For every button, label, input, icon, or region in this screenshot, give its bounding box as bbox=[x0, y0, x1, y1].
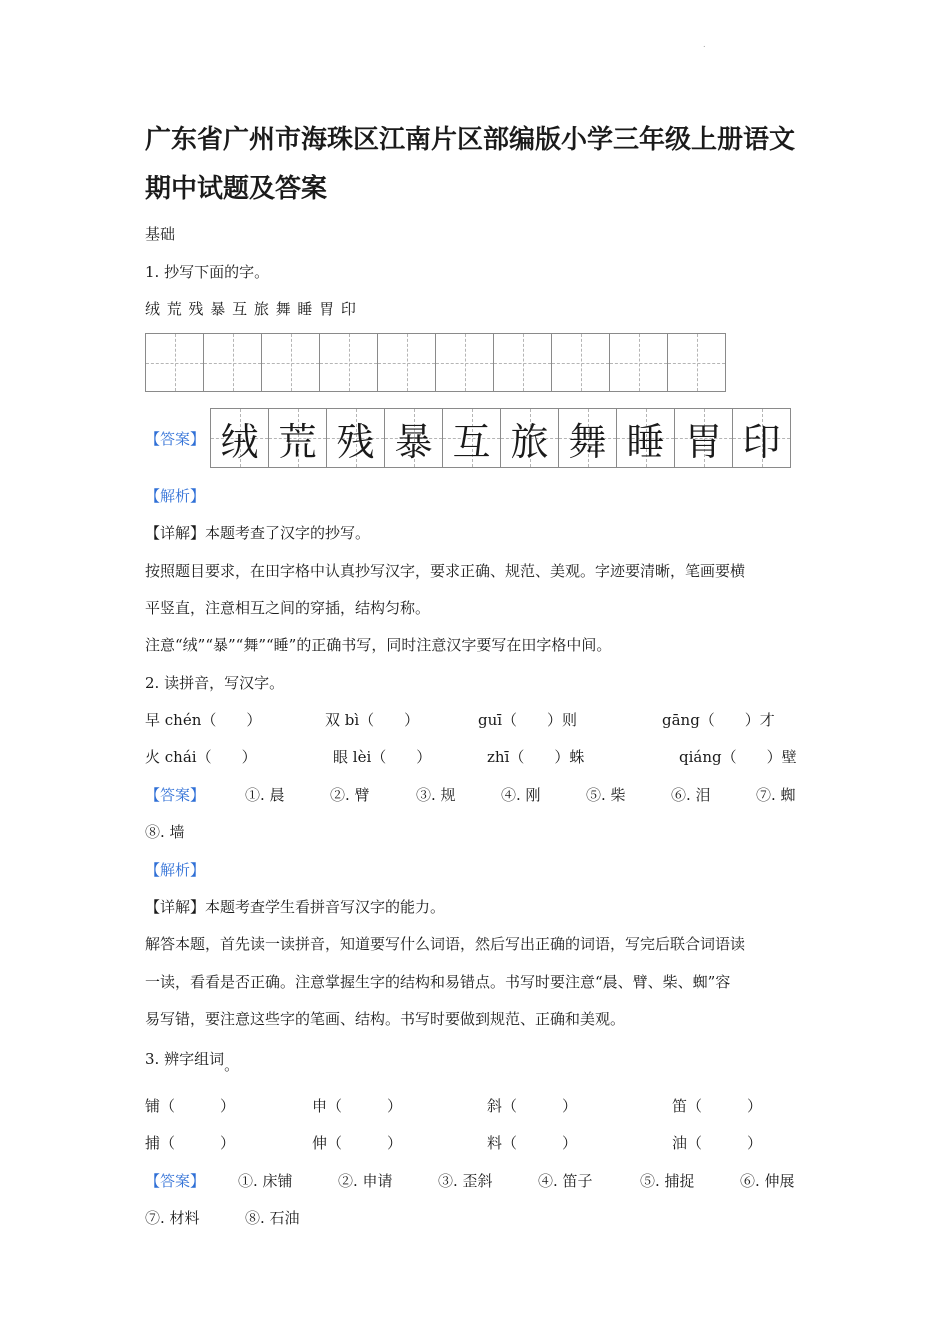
grid-cell bbox=[668, 334, 726, 392]
pinyin-item: 眼 lèi（ ） bbox=[333, 748, 432, 766]
answer-item: ③. 歪斜 bbox=[438, 1172, 493, 1190]
detail-label: 【详解】 bbox=[145, 898, 206, 916]
doc-title-line1: 广东省广州市海珠区江南片区部编版小学三年级上册语文 bbox=[145, 125, 796, 155]
q3-prompt-dot: 。 bbox=[224, 1056, 240, 1074]
doc-title-line2: 期中试题及答案 bbox=[145, 174, 328, 204]
grid-cell bbox=[610, 334, 668, 392]
answer-item: ⑦. 材料 bbox=[145, 1209, 200, 1227]
answer-cell bbox=[443, 409, 501, 468]
word-item: 伸（ ） bbox=[312, 1134, 403, 1152]
answer-char: 印 bbox=[742, 419, 781, 464]
answer-cell bbox=[211, 409, 269, 468]
pinyin-item: 早 chén（ ） bbox=[145, 711, 262, 729]
answer-item: ②. 申请 bbox=[338, 1172, 393, 1190]
answer-cell bbox=[733, 409, 791, 468]
grid-cell bbox=[552, 334, 610, 392]
q1-detail bbox=[145, 523, 370, 543]
answer-item: ⑧. 石油 bbox=[245, 1209, 300, 1227]
answer-char: 睡 bbox=[626, 419, 665, 464]
q3-answer-label: 【答案】 bbox=[145, 1172, 206, 1190]
q1-prompt: 1. 抄写下面的字。 bbox=[145, 263, 270, 281]
pinyin-item: qiáng（ ）壁 bbox=[679, 748, 797, 766]
q3-prompt bbox=[145, 1049, 240, 1074]
answer-char: 胃 bbox=[684, 419, 723, 464]
answer-char: 互 bbox=[452, 419, 491, 464]
answer-cell bbox=[559, 409, 617, 468]
q3-prompt-text: 3. 辨字组词 bbox=[145, 1050, 225, 1068]
answer-char: 荒 bbox=[278, 419, 317, 464]
answer-item: ④. 笛子 bbox=[538, 1172, 593, 1190]
practice-grid bbox=[145, 333, 726, 392]
answer-item: ⑧. 墙 bbox=[145, 823, 185, 841]
grid-cell bbox=[378, 334, 436, 392]
answer-item: ⑥. 泪 bbox=[671, 786, 711, 804]
word-item: 油（ ） bbox=[672, 1134, 763, 1152]
q2-prompt: 2. 读拼音，写汉字。 bbox=[145, 674, 285, 692]
word-item: 捕（ ） bbox=[145, 1134, 236, 1152]
q2-answer-label: 【答案】 bbox=[145, 786, 206, 804]
page-mark: . bbox=[703, 40, 706, 49]
detail-label: 【详解】 bbox=[145, 524, 206, 542]
q2-analysis: 【解析】 bbox=[145, 861, 206, 879]
q2-para2: 一读，看看是否正确。注意掌握生字的结构和易错点。书写时要注意“晨、臂、柴、蜘”容 bbox=[145, 973, 731, 991]
answer-item: ⑥. 伸展 bbox=[740, 1172, 795, 1190]
section-heading: 基础 bbox=[145, 225, 176, 243]
word-item: 铺（ ） bbox=[145, 1097, 236, 1115]
answer-cell bbox=[675, 409, 733, 468]
grid-cell bbox=[494, 334, 552, 392]
q1-answer-label: 【答案】 bbox=[145, 430, 206, 448]
detail-text: 本题考查了汉字的抄写。 bbox=[205, 524, 371, 542]
word-item: 料（ ） bbox=[487, 1134, 578, 1152]
pinyin-item: 火 chái（ ） bbox=[145, 748, 257, 766]
grid-cell bbox=[436, 334, 494, 392]
detail-text: 本题考查学生看拼音写汉字的能力。 bbox=[205, 898, 446, 916]
word-item: 斜（ ） bbox=[487, 1097, 578, 1115]
q1-chars: 绒 荒 残 暴 互 旅 舞 睡 胃 印 bbox=[145, 300, 357, 318]
word-item: 申（ ） bbox=[312, 1097, 403, 1115]
word-item: 笛（ ） bbox=[672, 1097, 763, 1115]
q1-analysis: 【解析】 bbox=[145, 487, 206, 505]
q1-para3: 注意“绒”“暴”“舞”“睡”的正确书写，同时注意汉字要写在田字格中间。 bbox=[145, 636, 612, 654]
answer-item: ①. 床铺 bbox=[238, 1172, 293, 1190]
answer-item: ⑤. 柴 bbox=[586, 786, 626, 804]
q1-para1: 按照题目要求，在田字格中认真抄写汉字，要求正确、规范、美观。字迹要清晰，笔画要横 bbox=[145, 562, 746, 580]
answer-item: ⑦. 蜘 bbox=[756, 786, 796, 804]
answer-char: 舞 bbox=[568, 419, 607, 464]
answer-cell bbox=[327, 409, 385, 468]
answer-cell bbox=[269, 409, 327, 468]
q2-detail bbox=[145, 897, 445, 917]
q2-para1: 解答本题，首先读一读拼音，知道要写什么词语，然后写出正确的词语，写完后联合词语读 bbox=[145, 935, 746, 953]
answer-char: 旅 bbox=[510, 419, 549, 464]
grid-cell bbox=[146, 334, 204, 392]
pinyin-item: 双 bì（ ） bbox=[325, 711, 420, 729]
answer-char: 暴 bbox=[394, 419, 433, 464]
pinyin-item: zhī（ ）蛛 bbox=[487, 748, 585, 766]
answer-item: ④. 刚 bbox=[501, 786, 541, 804]
answer-item: ①. 晨 bbox=[245, 786, 285, 804]
answer-item: ③. 规 bbox=[416, 786, 456, 804]
pinyin-item: gāng（ ）才 bbox=[662, 711, 775, 729]
answer-cell bbox=[385, 409, 443, 468]
grid-cell bbox=[262, 334, 320, 392]
q1-para2: 平竖直，注意相互之间的穿插，结构匀称。 bbox=[145, 599, 431, 617]
answer-cell bbox=[501, 409, 559, 468]
grid-cell bbox=[320, 334, 378, 392]
q2-para3: 易写错，要注意这些字的笔画、结构。书写时要做到规范、正确和美观。 bbox=[145, 1010, 626, 1028]
answer-char: 绒 bbox=[220, 419, 259, 464]
grid-cell bbox=[204, 334, 262, 392]
answer-cell bbox=[617, 409, 675, 468]
answer-char: 残 bbox=[336, 419, 375, 464]
pinyin-item: guī（ ）则 bbox=[478, 711, 578, 729]
answer-item: ⑤. 捕捉 bbox=[640, 1172, 695, 1190]
answer-item: ②. 臂 bbox=[330, 786, 370, 804]
answer-grid bbox=[210, 408, 791, 468]
